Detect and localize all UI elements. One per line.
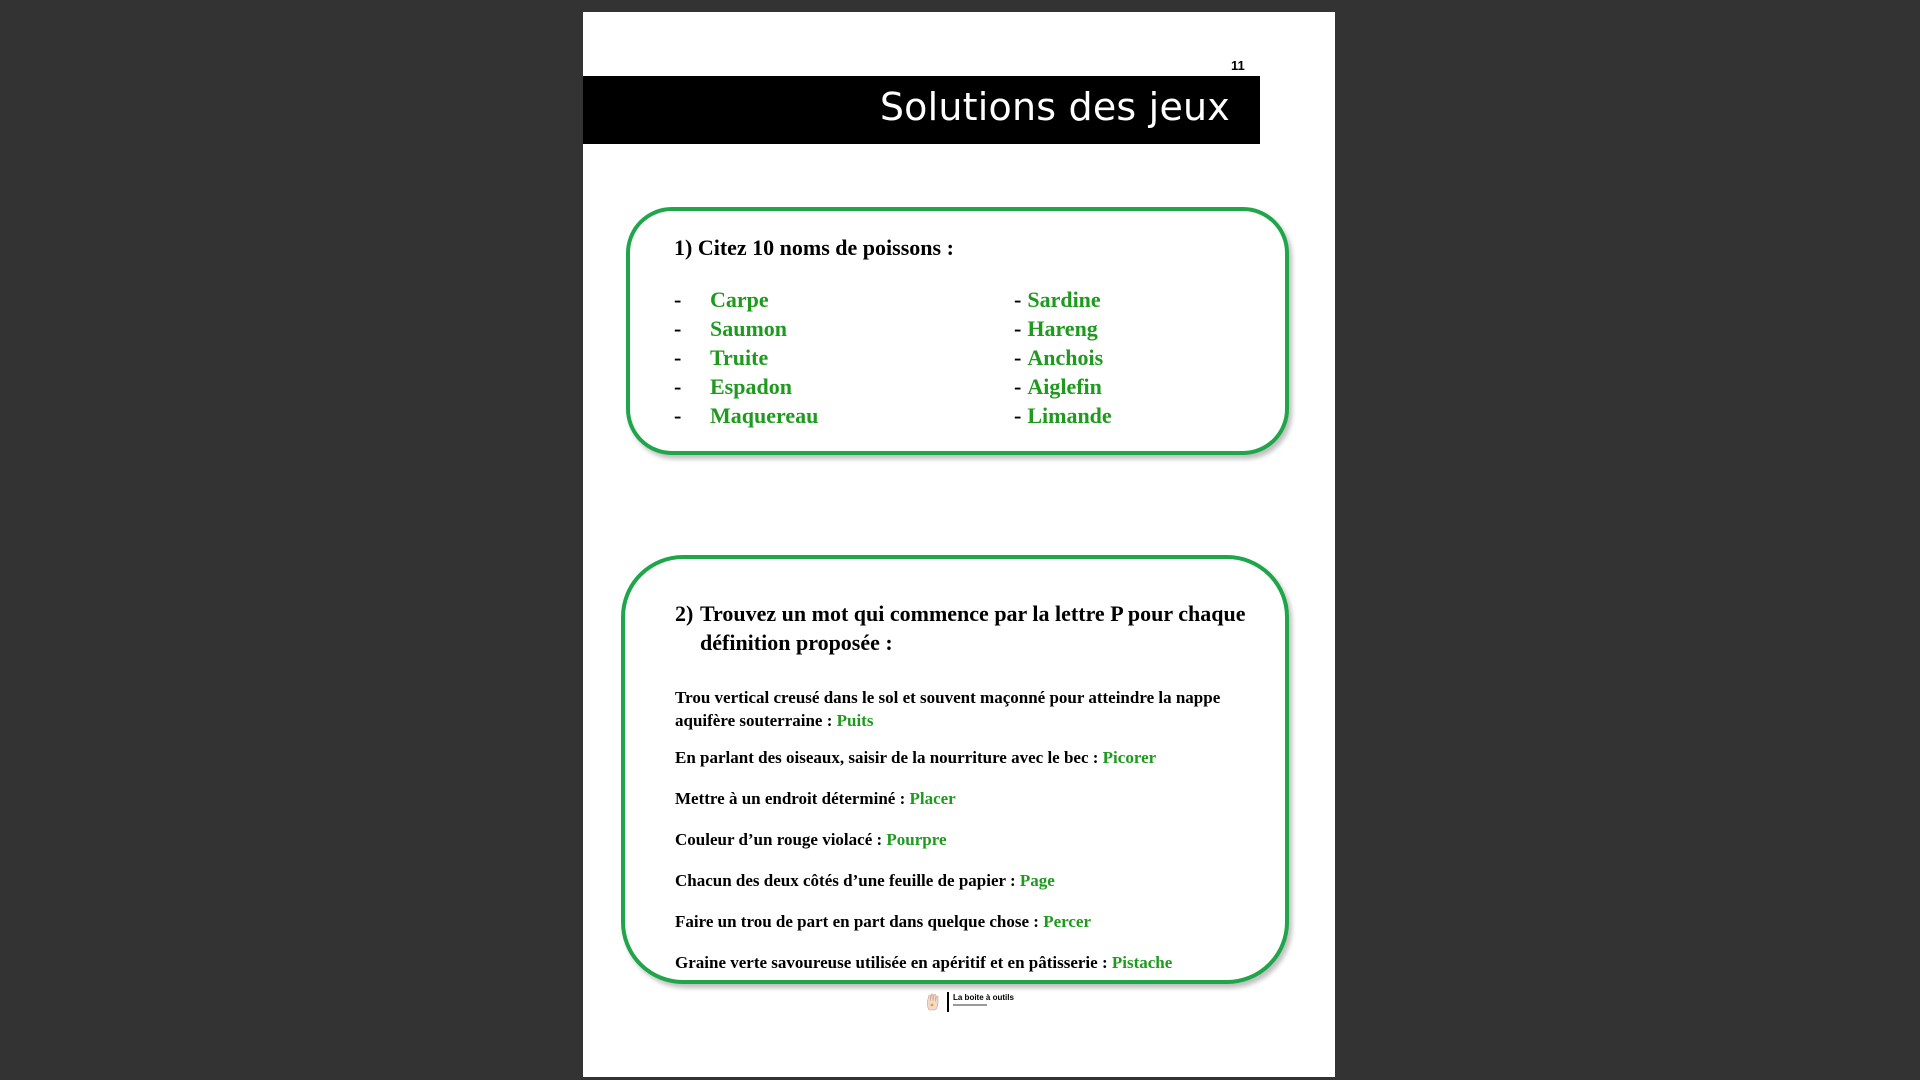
list-item: - Truite	[674, 345, 769, 370]
question1-box	[626, 207, 1289, 455]
answer: Placer	[909, 789, 956, 808]
fish-name: Saumon	[710, 316, 788, 341]
fish-name: Sardine	[1027, 287, 1101, 312]
question2-number: 2)	[675, 601, 694, 626]
fish-list-left	[674, 285, 818, 430]
list-item: - Aiglefin	[1014, 374, 1102, 399]
fish-name: Hareng	[1027, 316, 1098, 341]
definition-item: Mettre à un endroit déterminé : Placer	[675, 789, 956, 808]
answer: Page	[1019, 871, 1055, 890]
question2-text: Trouvez un mot qui commence par la lettre P pour chaque définition proposée :	[700, 601, 1246, 655]
logo-text: La boite à outils	[953, 993, 1014, 1002]
answer: Percer	[1043, 912, 1092, 931]
list-item: - Hareng	[1014, 316, 1098, 341]
question2-title	[675, 599, 1275, 657]
definition-item: Trou vertical creusé dans le sol et souvent maçonné pour atteindre la nappe aquifère souterraine : Puits	[675, 688, 1221, 730]
document-page	[583, 12, 1335, 1077]
fish-name: Aiglefin	[1027, 374, 1102, 399]
page-title: Solutions des jeux	[879, 85, 1230, 129]
footer-logo	[923, 990, 1013, 1016]
definition-item: Faire un trou de part en part dans quelque chose : Percer	[675, 912, 1092, 931]
list-item: - Saumon	[674, 316, 788, 341]
page-number: 11	[1231, 58, 1245, 73]
list-item: - Espadon	[674, 374, 792, 399]
list-item: - Carpe	[674, 287, 769, 312]
fish-name: Maquereau	[710, 403, 819, 428]
fish-list-right	[1014, 285, 1112, 430]
definition-item: Graine verte savoureuse utilisée en apéritif et en pâtisserie : Pistache	[675, 953, 1173, 972]
fish-name: Anchois	[1027, 345, 1104, 370]
list-item: - Maquereau	[674, 403, 819, 428]
list-item: - Limande	[1014, 403, 1112, 428]
question1-title: 1) Citez 10 noms de poissons :	[674, 235, 954, 260]
definition-item: Couleur d’un rouge violacé : Pourpre	[675, 830, 947, 849]
answer: Pourpre	[886, 830, 947, 849]
list-item: - Anchois	[1014, 345, 1104, 370]
fish-name: Truite	[710, 345, 769, 370]
definition-item: Chacun des deux côtés d’une feuille de papier : Page	[675, 871, 1055, 890]
list-item: - Sardine	[1014, 287, 1101, 312]
definition-item: En parlant des oiseaux, saisir de la nourriture avec le bec : Picorer	[675, 748, 1157, 767]
question2-box	[621, 555, 1289, 984]
answer: Puits	[836, 711, 874, 730]
fish-name: Limande	[1027, 403, 1112, 428]
answer: Pistache	[1111, 953, 1173, 972]
hand-icon	[923, 992, 943, 1012]
fish-name: Carpe	[710, 287, 769, 312]
answer: Picorer	[1102, 748, 1157, 767]
fish-name: Espadon	[710, 374, 792, 399]
title-banner	[583, 76, 1260, 144]
